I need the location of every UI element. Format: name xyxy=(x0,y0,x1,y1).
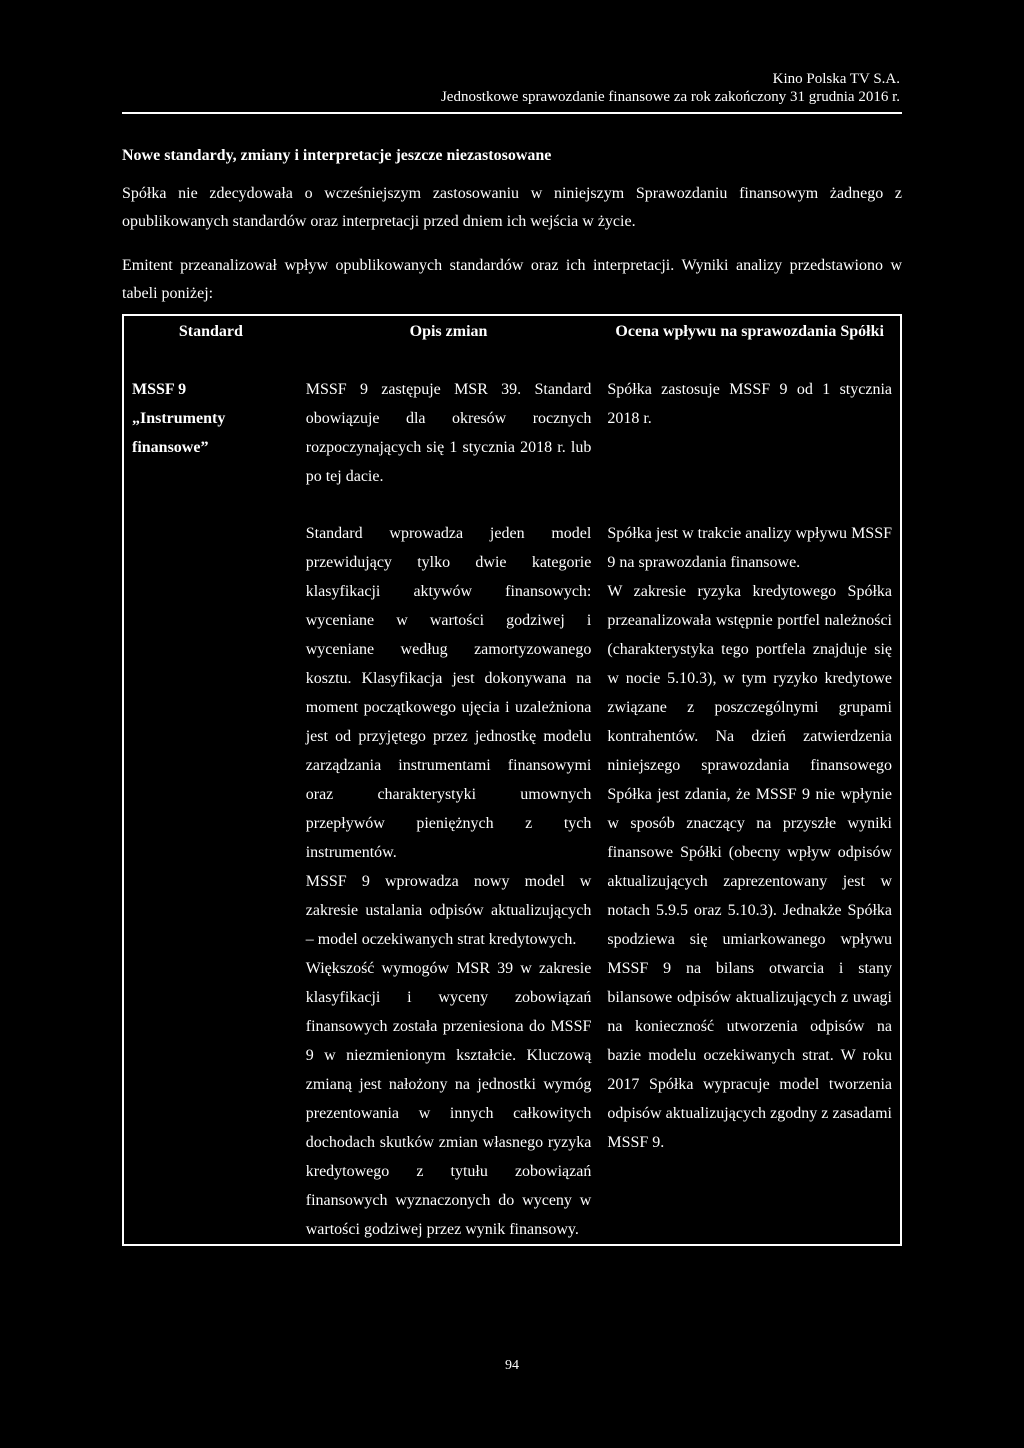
header-description: Opis zmian xyxy=(409,323,488,340)
section-heading: Nowe standardy, zmiany i interpretacje jeszcze niezastosowane xyxy=(122,147,552,164)
description-text-3: MSSF 9 wprowadza nowy model w zakresie ustalania odpisów aktualizujących – model oczekiwanych strat kredytowych. xyxy=(305,873,592,948)
impact-text-3: W zakresie ryzyka kredytowego Spółka przeanalizowała wstępnie portfel należności (charakterystyka tego portfela znajduje się w nocie 5.10.3), w tym ryzyko kredytowe związane z poszczególnymi grupami kontrahentów. Na dzień zatwierdzenia niniejszego sprawozdania finansowego Spółka jest zdania, że MSSF 9 nie wpłynie w sposób znaczący na przyszłe wyniki finansowe Spółki (obecny wpływ odpisów aktualizujących zaprezentowany jest w notach 5.9.5 oraz 5.10.3). Jednakże Spółka spodziewa się umiarkowanego wpływu MSSF 9 na bilans otwarcia i stany bilansowe odpisów aktualizujących z uwagi na konieczność utworzenia odpisów na bazie modelu oczekiwanych strat. W roku 2017 Spółka wypracuje model tworzenia odpisów aktualizujących zgodny z zasadami MSSF 9. xyxy=(607,583,892,1151)
report-title: Jednostkowe sprawozdanie finansowe za rok zakończony 31 grudnia 2016 r. xyxy=(440,89,900,105)
header-impact: Ocena wpływu na sprawozdania Spółki xyxy=(615,323,884,340)
header-standard: Standard xyxy=(178,323,243,340)
standards-table xyxy=(122,314,902,1246)
company-name: Kino Polska TV S.A. xyxy=(772,71,900,87)
standard-name: MSSF 9 „Instrumenty finansowe” xyxy=(132,381,226,456)
analysis-paragraph: Emitent przeanalizował wpływ opublikowanych standardów oraz ich interpretacji. Wyniki analizy przedstawiono w tabeli poniżej: xyxy=(122,257,902,302)
page-number: 94 xyxy=(505,1358,519,1373)
impact-cell xyxy=(599,375,901,1245)
standard-cell xyxy=(123,375,298,1245)
impact-text-2: Spółka jest w trakcie analizy wpływu MSSF 9 na sprawozdania finansowe. xyxy=(607,525,892,571)
description-text-4: Większość wymogów MSR 39 w zakresie klasyfikacji i wyceny zobowiązań finansowych została przeniesiona do MSSF 9 w niezmienionym kształcie. Kluczową zmianą jest nałożony na jednostki wymóg prezentowania w innych całkowitych dochodach skutków zmian własnego ryzyka kredytowego z tytułu zobowiązań finansowych wyznaczonych do wyceny w wartości godziwej przez wynik finansowy. xyxy=(305,960,592,1238)
header-divider xyxy=(122,112,902,114)
page-header xyxy=(441,70,900,106)
table-row xyxy=(123,375,901,1245)
impact-text-1: Spółka zastosuje MSSF 9 od 1 stycznia 2018 r. xyxy=(607,381,892,427)
table-header-row xyxy=(123,315,901,375)
description-cell xyxy=(298,375,600,1245)
section-content xyxy=(122,146,902,308)
description-text-2: Standard wprowadza jeden model przewidujący tylko dwie kategorie klasyfikacji aktywów finansowych: wyceniane w wartości godziwej i wyceniane według zamortyzowanego kosztu. Klasyfikacja jest dokonywana na moment początkowego ujęcia i uzależniona jest od przyjętego przez jednostkę modelu zarządzania instrumentami finansowymi oraz charakterystyki umownych przepływów pieniężnych z tych instrumentów. xyxy=(305,525,592,861)
description-text-1: MSSF 9 zastępuje MSR 39. Standard obowiązuje dla okresów rocznych rozpoczynających się 1 stycznia 2018 r. lub po tej dacie. xyxy=(305,381,592,485)
intro-paragraph: Spółka nie zdecydowała o wcześniejszym zastosowaniu w niniejszym Sprawozdaniu finansowym żadnego z opublikowanych standardów oraz interpretacji przed dniem ich wejścia w życie. xyxy=(122,185,902,230)
